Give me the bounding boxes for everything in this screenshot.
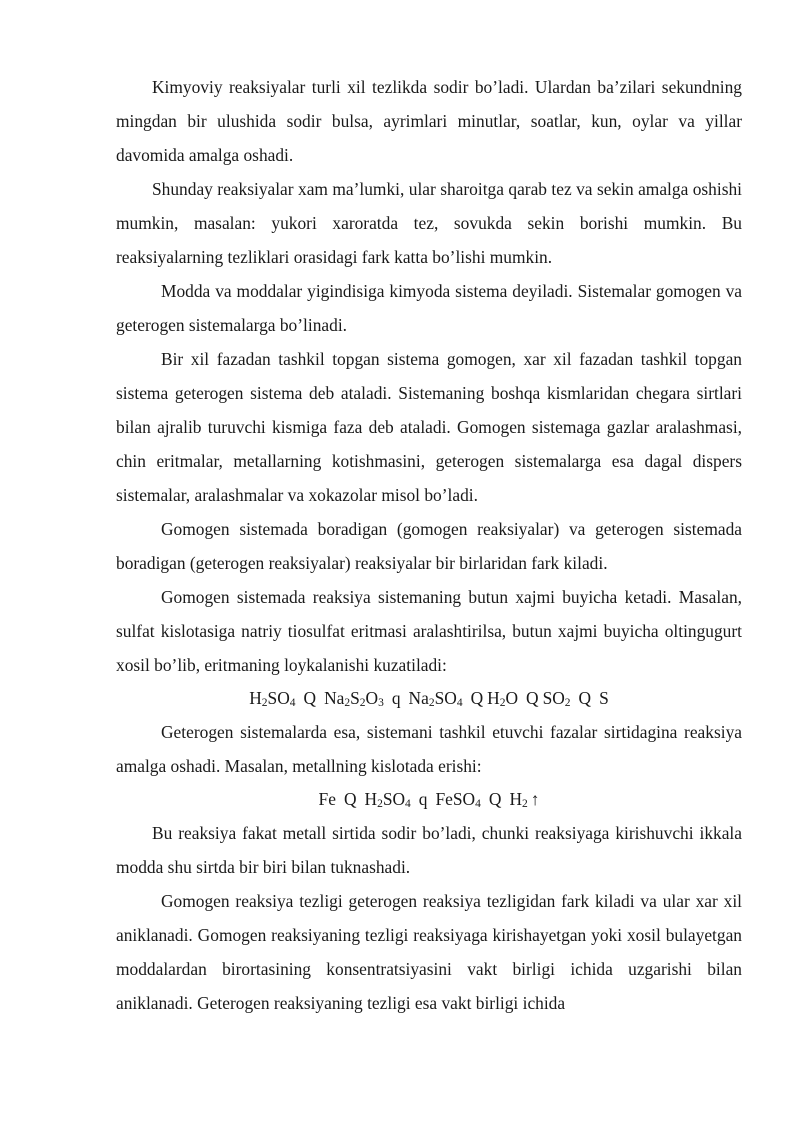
formula-subscript: 2: [499, 697, 506, 709]
formula-operator: q: [418, 789, 428, 809]
paragraph-homogeneous-heterogeneous: Bir xil fazadan tashkil topgan sistema gomogen, xar xil fazadan tashkil topgan sistema geterogen sistema deb ataladi. Sistemaning boshqa kismlaridan chegara sirtlari bilan ajralib turuvchi kismiga faza deb ataladi. Gomogen sistemaga gazlar aralashmasi, chin eritmalar, metallarning kotishmasini, geterogen sistemalarga esa dagal dispers sistemalar, aralashmalar va xokazolar misol bo’ladi.: [116, 349, 742, 505]
equation-sodium-thiosulfate: [116, 682, 742, 715]
formula-term: S: [350, 688, 360, 708]
paragraph-metal-surface: Bu reaksiya fakat metall sirtida sodir bo’ladi, chunki reaksiyaga kirishuvchi ikkala modda shu sirtda bir biri bilan tuknashadi.: [116, 823, 742, 877]
document-page: [116, 70, 742, 1020]
paragraph-system-definition: Modda va moddalar yigindisiga kimyoda sistema deyiladi. Sistemalar gomogen va geterogen sistemalarga bo’linadi.: [116, 281, 742, 335]
paragraph-heterogeneous-example: Geterogen sistemalarda esa, sistemani tashkil etuvchi fazalar sirtidagina reaksiya amalga oshadi. Masalan, metallning kislotada erishi:: [116, 722, 742, 776]
paragraph-homogeneous-example: Gomogen sistemada reaksiya sistemaning butun xajmi buyicha ketadi. Masalan, sulfat kislotasiga natriy tiosulfat eritmasi aralashtirilsa, butun xajmi buyicha oltingugurt xosil bo’lib, eritmaning loykalanishi kuzatiladi:: [116, 587, 742, 675]
formula-subscript: 2: [564, 697, 571, 709]
formula-subscript: 4: [405, 798, 411, 810]
formula-operator: Q: [303, 688, 317, 708]
formula-subscript: 2: [522, 798, 528, 810]
formula-subscript: 3: [378, 697, 384, 709]
formula-subscript: 2: [359, 697, 366, 709]
formula-subscript: 2: [377, 798, 383, 810]
formula-term: Fe: [318, 789, 336, 809]
paragraph-reaction-speeds: Kimyoviy reaksiyalar turli xil tezlikda sodir bo’ladi. Ulardan ba’zilari sekundning mingdan bir ulushida sodir bulsa, ayrimlari minutlar, soatlar, kun, oylar va yillar davomida amalga oshadi.: [116, 77, 742, 165]
formula-term: SO: [542, 688, 565, 708]
paragraph-conditions: Shunday reaksiyalar xam ma’lumki, ular sharoitga qarab tez va sekin amalga oshishi mumkin, masalan: yukori xaroratda tez, sovukda sekin borishi mumkin. Bu reaksiyalarning tezliklari orasidagi fark katta bo’lishi mumkin.: [116, 179, 742, 267]
formula-term: H: [487, 688, 500, 708]
formula-operator: Q: [578, 688, 592, 708]
equation-iron-sulfuric-acid: [116, 783, 742, 816]
formula-subscript: 2: [428, 697, 435, 709]
formula-term: FeSO: [435, 789, 476, 809]
formula-term: SO: [382, 789, 406, 809]
formula-subscript: 4: [456, 697, 463, 709]
paragraph-reaction-types: Gomogen sistemada boradigan (gomogen reaksiyalar) va geterogen sistemada boradigan (geterogen reaksiyalar) reaksiyalar bir birlaridan fark kiladi.: [116, 519, 742, 573]
formula-subscript: 2: [261, 697, 268, 709]
formula-term: H: [509, 789, 522, 809]
up-arrow-icon: ↑: [530, 789, 540, 809]
formula-subscript: 4: [289, 697, 296, 709]
formula-operator: q: [391, 688, 401, 708]
formula-term: S: [599, 688, 609, 708]
formula-term: H: [364, 789, 378, 809]
formula-operator: Q: [343, 789, 357, 809]
formula-term: Na: [408, 688, 429, 708]
formula-operator: Q: [526, 688, 539, 708]
formula-term: O: [365, 688, 379, 708]
formula-operator: Q: [488, 789, 502, 809]
formula-term: O: [505, 688, 518, 708]
formula-subscript: 2: [344, 697, 351, 709]
formula-term: SO: [267, 688, 290, 708]
formula-operator: Q: [470, 688, 484, 708]
formula-term: H: [249, 688, 262, 708]
formula-term: SO: [434, 688, 457, 708]
paragraph-rate-determination: Gomogen reaksiya tezligi geterogen reaksiya tezligidan fark kiladi va ular xar xil aniklanadi. Gomogen reaksiyaning tezligi reaksiyaga kirishayetgan yoki xosil bulayetgan moddalardan birortasining konsentratsiyasini vakt birligi ichida uzgarishi bilan aniklanadi. Geterogen reaksiyaning tezligi esa vakt birligi ichida: [116, 891, 742, 1013]
formula-term: Na: [324, 688, 345, 708]
formula-subscript: 4: [475, 798, 481, 810]
